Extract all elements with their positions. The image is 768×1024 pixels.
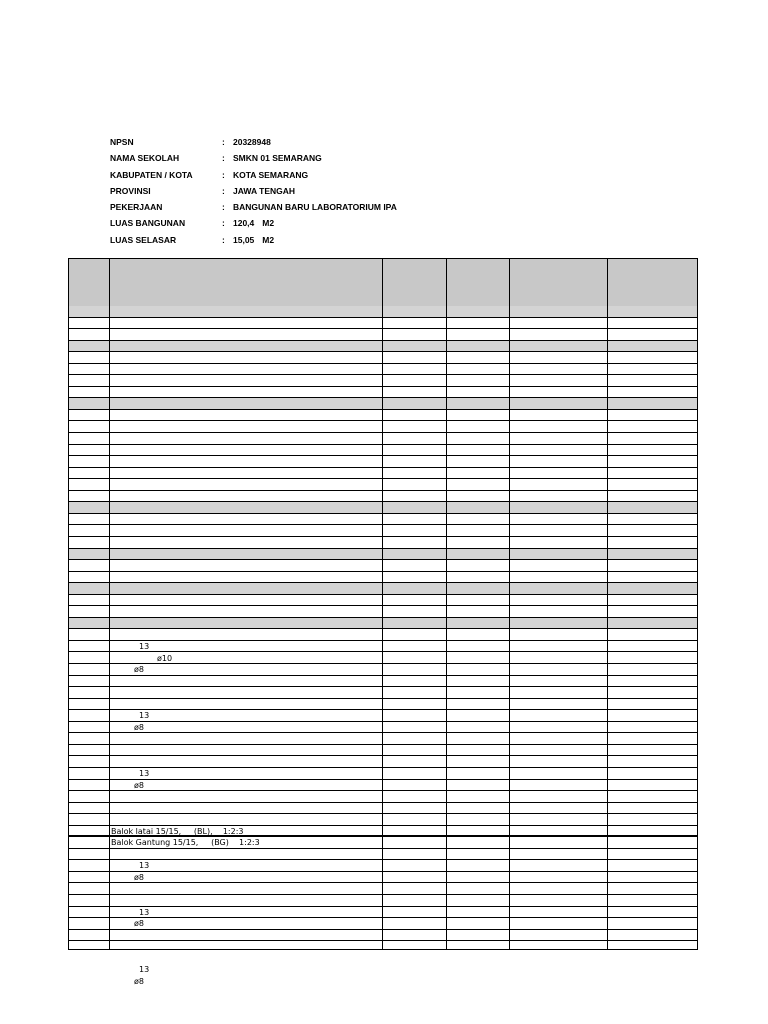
info-row — [110, 218, 510, 234]
info-separator: : — [222, 202, 225, 213]
project-info — [110, 137, 510, 251]
table-row — [69, 895, 697, 907]
table-row — [69, 780, 697, 792]
info-value — [233, 235, 274, 245]
info-value-text: SMKN 01 SEMARANG — [233, 153, 322, 164]
table-row — [69, 583, 697, 595]
table-row — [69, 618, 697, 630]
table-row — [69, 595, 697, 607]
info-value-text: JAWA TENGAH — [233, 185, 296, 196]
cell-text: 13 — [139, 769, 150, 778]
info-value — [233, 170, 308, 180]
table-row — [69, 525, 697, 537]
column-divider — [509, 259, 510, 949]
info-row — [110, 202, 510, 218]
cell-text: ø8 — [134, 722, 144, 732]
cell-text: Balok Gantung 15/15, (BG) 1:2:3 — [111, 838, 260, 848]
header-cell — [511, 261, 605, 304]
table-row — [69, 629, 697, 641]
table-row — [69, 803, 697, 815]
info-value-text: 20328948 — [233, 137, 271, 147]
info-value-text: 120,4 — [233, 218, 255, 229]
table-row — [69, 572, 697, 584]
cell-text: ø10 — [157, 653, 173, 663]
info-label: NPSN — [110, 137, 134, 147]
header-cell — [71, 261, 107, 304]
table-row — [69, 664, 697, 676]
table-row — [69, 907, 697, 919]
header-cell — [609, 261, 695, 304]
info-value — [233, 202, 397, 212]
cell-text: 13 — [139, 907, 150, 917]
table-row — [69, 398, 697, 410]
info-value-text: BANGUNAN BARU LABORATORIUM IPA — [233, 202, 397, 213]
info-separator: : — [222, 137, 225, 147]
table-row — [69, 502, 697, 514]
info-row — [110, 235, 510, 251]
info-value — [233, 137, 271, 147]
table-row — [69, 606, 697, 618]
table-row — [69, 710, 697, 722]
table-row — [69, 364, 697, 376]
info-label: PEKERJAAN — [110, 202, 163, 213]
table-row — [69, 733, 697, 745]
info-label: LUAS SELASAR — [110, 234, 177, 245]
table-row — [69, 514, 697, 526]
table-row — [69, 860, 697, 872]
info-separator: : — [222, 234, 225, 245]
cell-text: 13 — [139, 641, 150, 651]
info-row — [110, 153, 510, 169]
info-separator: : — [222, 153, 225, 164]
table-row — [69, 722, 697, 734]
cell-text: ø8 — [134, 976, 144, 986]
table-row — [69, 930, 697, 942]
cell-text: ø8 — [134, 872, 144, 882]
table-row — [69, 410, 697, 422]
table-row — [69, 872, 697, 884]
info-unit: M2 — [262, 218, 275, 229]
table-row — [69, 537, 697, 549]
table-row — [69, 318, 697, 330]
cell-text: ø8 — [134, 919, 144, 929]
table-row — [69, 814, 697, 826]
table-row — [69, 884, 697, 896]
info-row — [110, 170, 510, 186]
table-row — [69, 456, 697, 468]
info-value-text: 15,05 — [233, 234, 255, 245]
table-row — [69, 468, 697, 480]
table-row — [69, 687, 697, 699]
table-row — [69, 676, 697, 688]
table-row — [69, 306, 697, 318]
info-value — [233, 186, 295, 196]
table-row — [69, 791, 697, 803]
table-row — [69, 422, 697, 434]
info-separator: : — [222, 218, 225, 229]
info-value — [233, 153, 322, 163]
table-row — [69, 756, 697, 768]
cell-text: ø8 — [134, 665, 144, 675]
cell-text: Balok latai 15/15, (BL), 1:2:3 — [111, 826, 244, 836]
table-row — [69, 433, 697, 445]
info-unit: M2 — [262, 234, 275, 245]
table-row — [69, 768, 697, 780]
table-row — [69, 849, 697, 861]
info-label: LUAS BANGUNAN — [110, 218, 186, 229]
info-separator: : — [222, 169, 225, 180]
info-value — [233, 218, 274, 228]
cell-text: ø8 — [134, 780, 144, 790]
table-row — [69, 560, 697, 572]
table-row — [69, 445, 697, 457]
header-cell — [384, 261, 444, 304]
table-row — [69, 549, 697, 561]
table-row — [69, 329, 697, 341]
info-value-text: KOTA SEMARANG — [233, 169, 309, 180]
info-separator: : — [222, 185, 225, 196]
table-row — [69, 745, 697, 757]
table-row — [69, 479, 697, 491]
info-row — [110, 186, 510, 202]
table-row — [69, 375, 697, 387]
cell-text: 13 — [139, 965, 150, 975]
table-header — [69, 259, 697, 307]
column-divider — [382, 259, 383, 949]
info-row — [110, 137, 510, 153]
table-row — [69, 641, 697, 653]
cell-text: 13 — [139, 711, 150, 721]
info-label: KABUPATEN / KOTA — [110, 169, 193, 180]
info-label: PROVINSI — [110, 185, 151, 196]
table-row — [69, 699, 697, 711]
column-divider — [607, 259, 608, 949]
header-cell — [111, 261, 380, 304]
cell-text: 13 — [139, 861, 150, 871]
table-row — [69, 491, 697, 503]
header-cell — [448, 261, 507, 304]
table-row — [69, 918, 697, 930]
table-row — [69, 352, 697, 364]
table-row — [69, 387, 697, 399]
info-label: NAMA SEKOLAH — [110, 153, 180, 164]
cost-table — [68, 258, 698, 986]
column-divider — [109, 259, 110, 949]
column-divider — [446, 259, 447, 949]
table-row — [69, 341, 697, 353]
